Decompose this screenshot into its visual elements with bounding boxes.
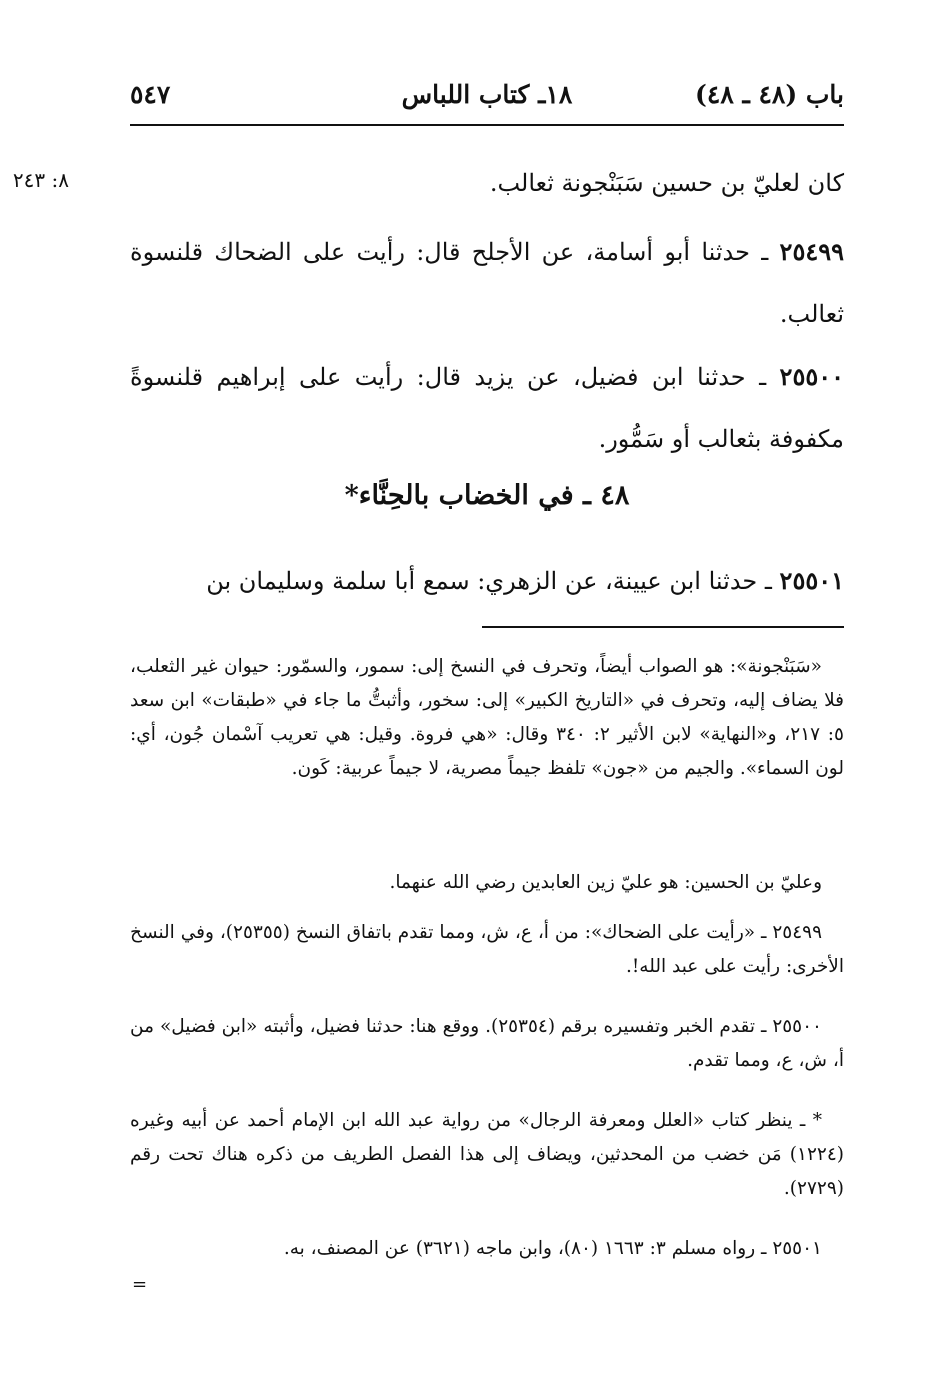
chapter-range: باب (٤٨ ـ ٤٨) <box>695 80 844 109</box>
hadith-25499 <box>130 221 844 345</box>
paragraph-text: كان لعليّ بن حسين سَبَنْجونة ثعالب. <box>489 169 844 197</box>
hadith-25500 <box>130 346 844 470</box>
footnote-divider <box>482 626 844 628</box>
header-divider <box>130 124 844 126</box>
book-title: ١٨ـ كتاب اللباس <box>401 80 573 109</box>
chapter-heading: ٤٨ ـ في الخضاب بالحِنَّاء* <box>344 480 630 511</box>
hadith-number: ٢٥٥٠١ <box>779 566 844 595</box>
margin-reference: ٨: ٢٤٣ <box>12 168 69 192</box>
footnote-sabanjuna: «سَبَنْجونة»: هو الصواب أيضاً، وتحرف في النسخ إلى: سمور، والسمّور: حيوان غير الثعلب، فلا يضاف إليه، وتحرف في «التاريخ الكبير» إلى: سخور، وأثبتُّ ما جاء في «طبقات» ابن سعد ٥: ٢١٧، و«النهاية» لابن الأثير ٢: ٣٤٠ وقال: «هي فروة. وقيل: هي تعريب آسْمان جُون، أي: لون السماء». والجيم من «جون» تلفظ جيماً مصرية، لا جيماً عربية: كَون. <box>130 656 844 779</box>
hadith-number: ٢٥٤٩٩ <box>779 237 844 266</box>
footnote-25500: ٢٥٥٠٠ ـ تقدم الخبر وتفسيره برقم (٢٥٣٥٤). ووقع هنا: حدثنا فضيل، وأثبته «ابن فضيل» من أ، ش، ع، ومما تقدم. <box>130 1016 844 1071</box>
paragraph-intro <box>130 152 844 214</box>
footnote-25501: ٢٥٥٠١ ـ رواه مسلم ٣: ١٦٦٣ (٨٠)، وابن ماجه (٣٦٢١) عن المصنف، به. <box>283 1238 822 1259</box>
footnote-chapter-note: * ـ ينظر كتاب «العلل ومعرفة الرجال» من رواية عبد الله ابن الإمام أحمد عن أبيه وغيره (١٢٢٤) مَن خضب من المحدثين، ويضاف إلى هذا الفصل الطريف من ذكره هناك تحت رقم (٢٧٢٩). <box>130 1110 844 1199</box>
footnote-ali-ibn-husayn: وعليّ بن الحسين: هو عليّ زين العابدين رضي الله عنهما. <box>389 872 822 893</box>
continuation-mark: = <box>132 1274 148 1295</box>
hadith-text: ـ حدثنا أبو أسامة، عن الأجلح قال: رأيت على الضحاك قلنسوة ثعالب. <box>130 238 844 328</box>
hadith-number: ٢٥٥٠٠ <box>779 362 844 391</box>
footnote-25499: ٢٥٤٩٩ ـ «رأيت على الضحاك»: من أ، ع، ش، ومما تقدم باتفاق النسخ (٢٥٣٥٥)، وفي النسخ الأخرى: رأيت على عبد الله!. <box>130 922 844 977</box>
running-header <box>130 78 844 118</box>
page-number: ٥٤٧ <box>130 80 171 109</box>
hadith-text: ـ حدثنا ابن فضيل، عن يزيد قال: رأيت على إبراهيم قلنسوةً مكفوفة بثعالب أو سَمُّور. <box>130 363 844 453</box>
hadith-text: ـ حدثنا ابن عيينة، عن الزهري: سمع أبا سلمة وسليمان بن <box>206 567 780 595</box>
hadith-25501 <box>130 550 844 612</box>
